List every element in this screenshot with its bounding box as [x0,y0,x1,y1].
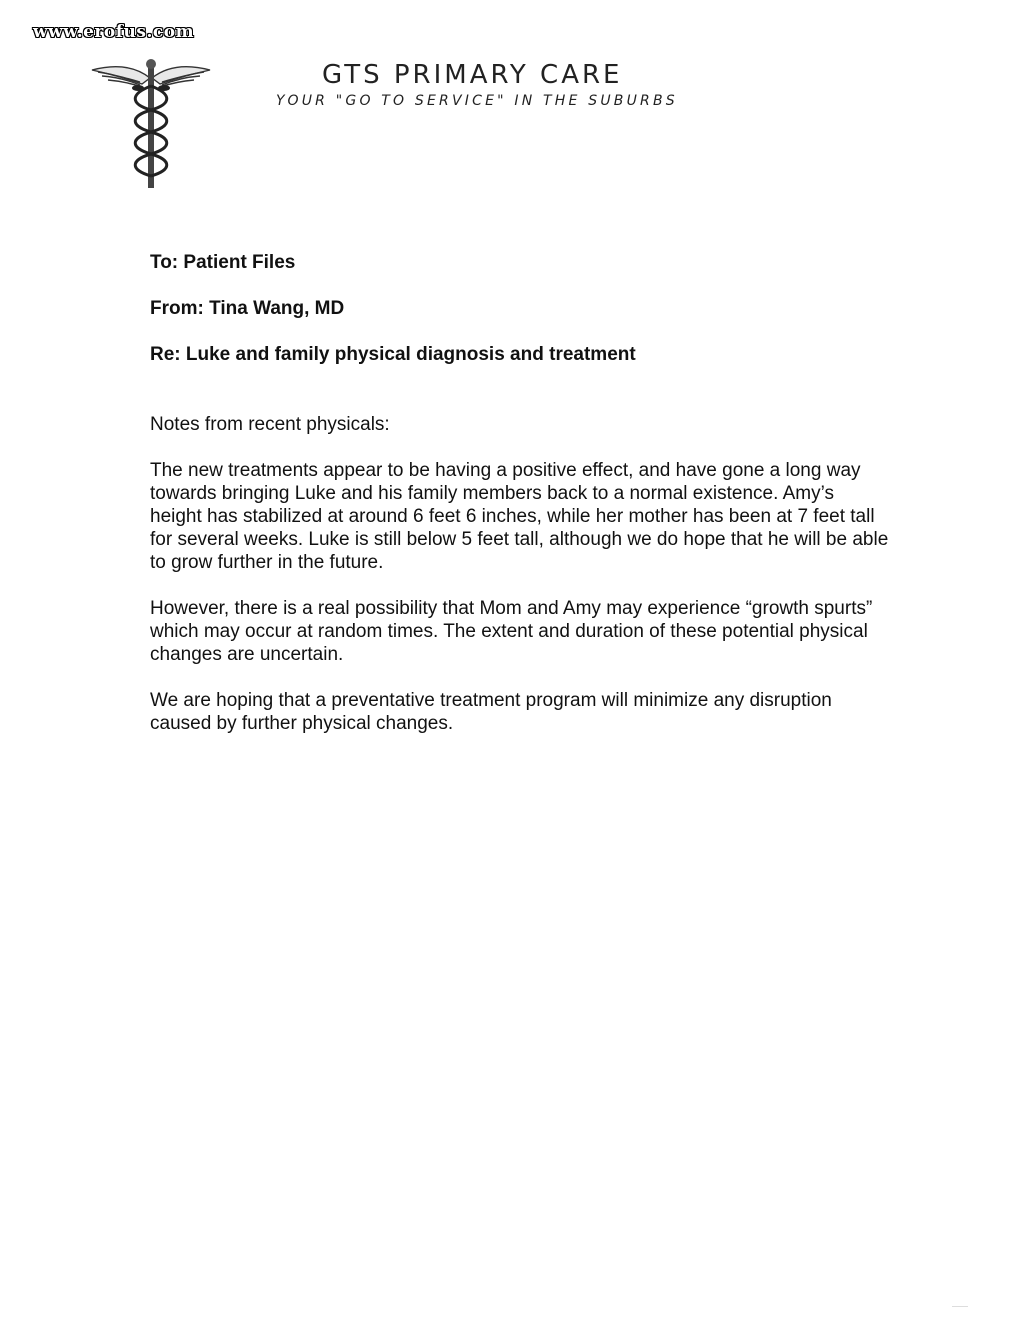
memo-from-label: From: [150,298,204,319]
body-paragraph: The new treatments appear to be having a positive effect, and have gone a long way towards bringing Luke and his family members back to a normal existence. Amy’s height has stabilized at around 6 feet 6 inches, while her mother has been at 7 feet tall for several weeks. Luke is still below 5 feet tall, although we do hope that he will be able to grow further in the future. [150,460,889,573]
body-paragraph: We are hoping that a preventative treatment program will minimize any disruption caused by further physical changes. [150,690,832,734]
memo-to-label: To: [150,252,179,273]
memo-re-value: Luke and family physical diagnosis and treatment [185,344,636,365]
memo-re-label: Re: [150,344,181,365]
memo-from [150,297,890,321]
notes-intro: Notes from recent physicals: [150,414,390,435]
memo-to-value: Patient Files [183,252,296,273]
watermark-text: www.erofus.com [33,22,195,42]
memo-to [150,251,890,275]
memo-from-value: Tina Wang, MD [209,298,345,319]
memo-body [150,413,890,758]
practice-tagline: YOUR "GO TO SERVICE" IN THE SUBURBS [276,93,678,109]
page-mark [952,1306,968,1307]
body-paragraph: However, there is a real possibility that Mom and Amy may experience “growth spurts” which may occur at random times. The extent and duration of these potential physical changes are uncertain. [150,598,873,665]
memo-header [150,251,890,389]
memo-re [150,343,890,367]
caduceus-icon [90,58,212,190]
practice-name: GTS PRIMARY CARE [322,60,623,90]
